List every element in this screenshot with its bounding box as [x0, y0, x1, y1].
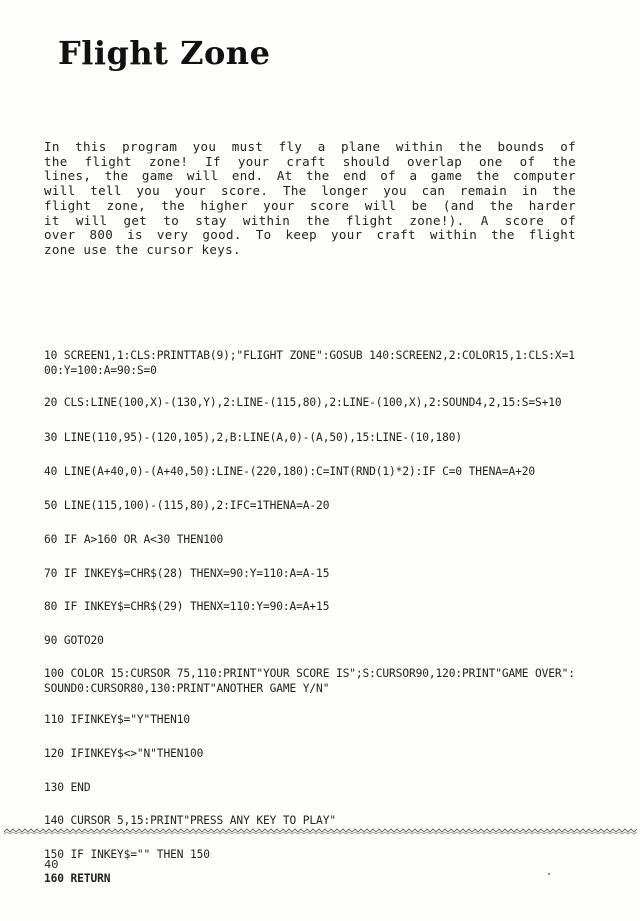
- perforated-rule: [4, 826, 638, 836]
- code-line-50: 50 LINE(115,100)-(115,80),2:IFC=1THENA=A-20: [44, 499, 330, 512]
- code-line-70: 70 IF INKEY$=CHR$(28) THENX=90:Y=110:A=A-15: [44, 567, 330, 580]
- code-line-60: 60 IF A>160 OR A<30 THEN100: [44, 533, 224, 546]
- intro-paragraph: [44, 140, 576, 258]
- code-line-110: 110 IFINKEY$="Y"THEN10: [44, 713, 190, 726]
- intro-line: lines, the game will end. At the end of a game the computer: [44, 168, 576, 184]
- print-speck: [548, 873, 550, 875]
- code-line-40: 40 LINE(A+40,0)-(A+40,50):LINE-(220,180):C=INT(RND(1)*2):IF C=0 THENA=A+20: [44, 465, 536, 478]
- code-line-20: 20 CLS:LINE(100,X)-(130,Y),2:LINE-(115,80),2:LINE-(100,X),2:SOUND4,2,15:S=S+10: [44, 396, 562, 409]
- code-line-80: 80 IF INKEY$=CHR$(29) THENX=110:Y=90:A=A+15: [44, 600, 330, 613]
- code-line-100: 100 COLOR 15:CURSOR 75,110:PRINT"YOUR SCORE IS";S:CURSOR90,120:PRINT"GAME OVER": SOUND0:CURSOR80,130:PRINT"ANOTHER GAME Y/N": [44, 667, 575, 695]
- code-line-120: 120 IFINKEY$<>"N"THEN100: [44, 747, 204, 760]
- code-line-90: 90 GOTO20: [44, 634, 104, 647]
- intro-line: over 800 is very good. To keep your craft within the flight: [44, 227, 576, 243]
- page-title: Flight Zone: [58, 34, 271, 72]
- intro-line: In this program you must fly a plane within the bounds of: [44, 139, 576, 154]
- code-line-140: 140 CURSOR 5,15:PRINT"PRESS ANY KEY TO PLAY": [44, 814, 336, 827]
- intro-line: it will get to stay within the flight zone!). A score of: [44, 212, 576, 228]
- intro-line: zone use the cursor keys.: [44, 241, 241, 257]
- intro-line: will tell you your score. The longer you can remain in the: [44, 183, 576, 199]
- code-line-30: 30 LINE(110,95)-(120,105),2,B:LINE(A,0)-(A,50),15:LINE-(10,180): [44, 431, 463, 444]
- code-line-150: 150 IF INKEY$="" THEN 150: [44, 848, 210, 861]
- intro-line: flight zone, the higher your score will be (and the harder: [44, 197, 576, 213]
- code-line-160: 160 RETURN: [44, 872, 111, 885]
- code-line-10: 10 SCREEN1,1:CLS:PRINTTAB(9);"FLIGHT ZONE":GOSUB 140:SCREEN2,2:COLOR15,1:CLS:X=1 00:Y=100:A=90:S=0: [44, 349, 575, 377]
- code-line-130: 130 END: [44, 781, 91, 794]
- page-number: 40: [44, 858, 59, 872]
- intro-line: the flight zone! If your craft should overlap one of the: [44, 153, 576, 169]
